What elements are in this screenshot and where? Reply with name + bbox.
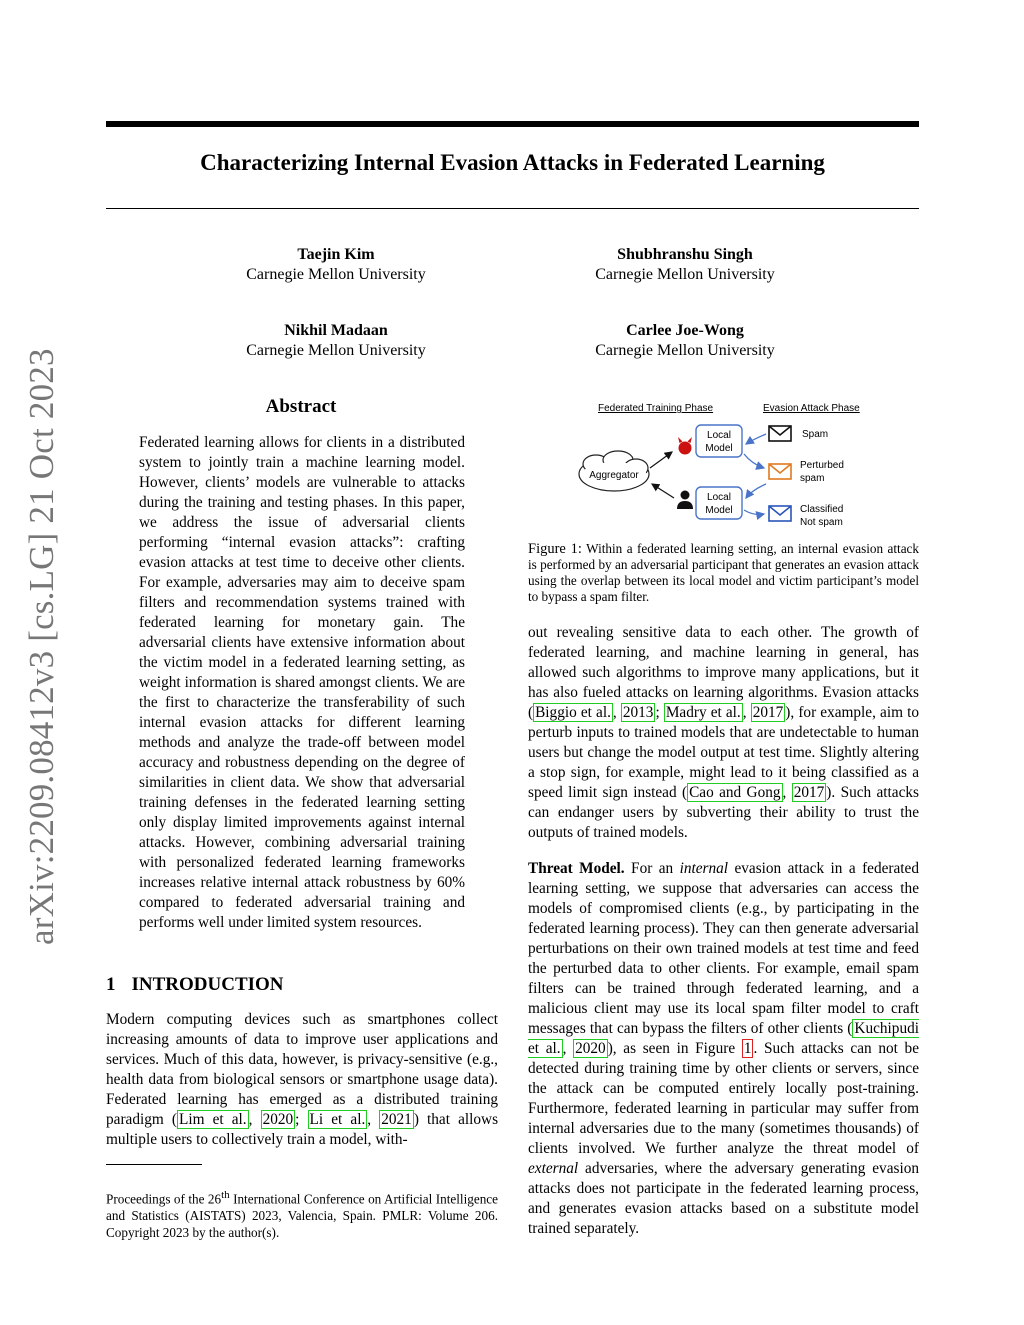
citation-year: 2017 [793,784,825,801]
citation-link[interactable] [687,783,782,802]
arrow-to-aggregator [652,484,674,498]
user-icon [677,491,693,510]
author-name: Taejin Kim [297,246,375,263]
arxiv-stamp: arXiv:2209.08412v3 [cs.LG] 21 Oct 2023 [22,348,61,945]
citation-link[interactable] [573,1039,608,1058]
author-name: Carlee Joe-Wong [626,322,744,339]
author-block [186,245,486,285]
local-model-label: Model [705,505,733,516]
arrow-model-to-classified [744,510,764,515]
citation-year: 2020 [575,1040,606,1057]
intro-paragraph-start: Modern computing devices such as smartphones collect increasing amounts of data to improve user applications and services. Much of this data, however, is privacy-sensitive (e.g., health data from biological sensors or smartphone usage data). Federated learning has emerged as a distributed training paradigm ( Lim et al. , 2020 ; Li et al. , 2021 ) that allows multiple users to collectively train a model, with- [106,1011,499,1148]
citation-year: 2020 [262,1111,294,1128]
title-rule [106,208,919,209]
author-name: Nikhil Madaan [284,322,388,339]
perturbed-label: spam [800,473,825,484]
text-run: ). Such attacks can endanger users by subverting their ability to trust the outputs of trained models. [528,784,919,841]
label-training-phase: Federated Training Phase [598,403,714,414]
citation-authors: Cao and Gong [689,784,781,801]
section-number: 1 [106,974,116,995]
caption-label: Figure 1: [528,541,582,557]
classified-envelope-icon [769,506,791,521]
citation-year: 2021 [381,1111,412,1128]
section-title: INTRODUCTION [131,974,284,995]
author-block [535,245,835,285]
classified-label: Not spam [800,517,843,528]
text-run: . Such attacks can not be detected during training time by other clients or servers, since the attack can be computed entirely locally post-training. Furthermore, federated learning in particular may suffer from internal adversaries due to the many (sometimes thousands) of clients involved. We further analyze the threat model of [528,1040,919,1157]
citation-link[interactable] [751,703,786,722]
citation-authors: Lim et al. [178,1111,247,1128]
citation-year: 2017 [752,704,784,721]
classified-label: Classified [800,504,844,515]
text-run: adversaries, where the adversary generating evasion attacks does not participate in the federated learning process, and generates evasion attacks based on a substitute model trained separately. [528,1160,919,1237]
citation-link[interactable] [261,1110,296,1129]
text-run: ), for example, aim to perturb inputs to trained models that are undetectable to human users but change the model output at test time. Slightly altering a stop sign, for example, might lead to it being classified as a speed limit sign instead ( [528,704,919,801]
arrow-model-to-perturbed [744,454,764,468]
text-run: For an [624,860,680,877]
figure-1-caption [528,541,919,605]
author-name: Shubhranshu Singh [617,246,753,263]
footnote-text: International Conference on Artificial Intelligence and Statistics (AISTATS) 2023, Valencia, Spain. PMLR: Volume 206. Copyright 2023 by the author(s). [106,1191,498,1241]
emphasis: internal [679,860,729,877]
author-block [186,321,486,361]
text-run: Modern computing devices such as smartphones collect increasing amounts of data to improve user applications and services. Much of this data, however, is privacy-sensitive (e.g., health data from biological sensors or smartphone usage data). Federated learning has emerged as a distributed training paradigm ( [106,1011,498,1128]
local-model-label: Local [707,492,731,503]
perturbed-label: Perturbed [800,460,844,471]
local-model-label: Model [705,443,733,454]
label-attack-phase: Evasion Attack Phase [763,403,860,414]
perturbed-envelope-icon [769,464,791,479]
citation-authors: Kuchipudi et al. [528,1020,919,1057]
text-run: out revealing sensitive data to each other. The growth of federated learning, and machine learning in general, has allowed such algorithms to improve many applications, but it has also fueled attacks on learning algorithms. Evasion attacks ( [528,624,919,721]
citation-link[interactable] [621,703,656,722]
text-run: evasion attack in a federated learning setting, we suppose that adversaries can access the models of compromised clients (e.g., by participating in the federated learning process). They can then generate adversarial perturbations on their own trained models at test time and feed the perturbed data to other clients. For example, email spam filters can be trained through federated learning, and a malicious client may use its local spam filter model to craft messages that can bypass the filters of other clients ( [528,860,919,1037]
figure-1-diagram [566,398,886,534]
citation-link[interactable] [533,703,613,722]
footnote-superscript: th [221,1189,230,1201]
abstract-text: Federated learning allows for clients in a distributed system to jointly train a machine learning model. However, clients’ models are vulnerable to attacks during the training and testing phases. In this paper, we address the issue of adversarial clients performing “internal evasion attacks”: crafting evasion attacks at test time to deceive other clients. For example, adversaries may aim to deceive spam filters and recommendation systems trained with federated learning for monetary gain. The adversarial clients have extensive information about the victim model in a federated learning setting, as weight information is shared amongst clients. We are the first to characterize the transferability of such internal evasion attacks for different learning methods and analyze the trade-off between model accuracy and robustness depending on the degree of similarities in client data. We show that adversarial training defenses in the federated learning setting only display limited improvements against internal attacks. However, combining adversarial training with personalized federated learning frameworks increases relative internal attack robustness by 60% compared to federated adversarial training and performs well under limited system resources. [139,434,465,931]
figure-reference-link[interactable]: 1 [743,1040,752,1057]
emphasis: external [528,1160,579,1177]
spam-label: Spam [802,429,829,440]
spam-envelope-icon [769,426,791,441]
intro-paragraph-continued: out revealing sensitive data to each other. The growth of federated learning, and machine learning in general, has allowed such algorithms to improve many applications, but it has also fueled attacks on learning algorithms. Evasion attacks ( Biggio et al. , 2013 ; Madry et al. , 2017 ), for example, aim to perturb inputs to trained models that are undetectable to human users but change the model output at test time. Slightly altering a stop sign, for example, might lead to it being classified as a speed limit sign instead ( Cao and Gong , 2017 ). Such attacks can endanger users by subverting their ability to trust the outputs of trained models. [528,624,919,841]
section-heading [106,974,284,996]
citation-authors: Li et al. [309,1111,366,1128]
footnote [106,1187,498,1241]
citation-link[interactable] [792,783,827,802]
author-affiliation: Carnegie Mellon University [246,266,426,283]
citation-link[interactable] [664,703,743,722]
citation-link[interactable] [308,1110,368,1129]
aggregator-label: Aggregator [589,470,639,481]
citation-authors: Biggio et al. [535,704,611,721]
paper-title: Characterizing Internal Evasion Attacks in Federated Learning [200,150,825,175]
citation-link[interactable] [379,1110,414,1129]
author-block [535,321,835,361]
author-affiliation: Carnegie Mellon University [246,342,426,359]
run-in-heading: Threat Model. [528,860,625,877]
arrow-to-local-1 [650,452,672,468]
arrow-perturbed-to-model [746,484,766,498]
footnote-text: Proceedings of the 26 [106,1191,222,1207]
arrow-spam-to-model [746,434,766,444]
author-affiliation: Carnegie Mellon University [595,266,775,283]
top-rule [106,121,919,127]
abstract-heading: Abstract [265,396,337,417]
citation-link[interactable] [177,1110,249,1129]
citation-year: 2013 [622,704,654,721]
author-affiliation: Carnegie Mellon University [595,342,775,359]
footnote-rule [106,1164,202,1165]
text-run: ) that allows multiple users to collectively train a model, with- [106,1111,499,1148]
threat-model-paragraph: Threat Model. For an internal evasion attack in a federated learning setting, we suppose that adversaries can access the models of compromised clients (e.g., by participating in the federated learning process). They can then generate adversarial perturbations on their own trained models at test time and feed the perturbed data to other clients. For example, email spam filters can be trained through federated learning, and a malicious client may use its local spam filter model to craft messages that can bypass the filters of other clients ( Kuchipudi et al. , 2020 ), as seen in Figure 1 . Such attacks can not be detected during training time by other clients or servers, since the attack can be computed entirely locally post-training. Furthermore, federated learning in particular may suffer from internal adversaries due to the many (sometimes thousands) of clients involved. We further analyze the threat model of external adversaries, where the adversary generating evasion attacks does not participate in the federated learning process, and generates evasion attacks based on a substitute model trained separately. [528,860,919,1237]
adversary-devil-icon [678,437,692,455]
citation-authors: Madry et al. [665,704,741,721]
local-model-label: Local [707,430,731,441]
text-run: ), as seen in Figure [607,1040,742,1057]
caption-text: Within a federated learning setting, an internal evasion attack is performed by an adversarial participant that generates an evasion attack using the overlap between its local model and victim participant’s model to bypass a spam filter. [528,541,920,604]
